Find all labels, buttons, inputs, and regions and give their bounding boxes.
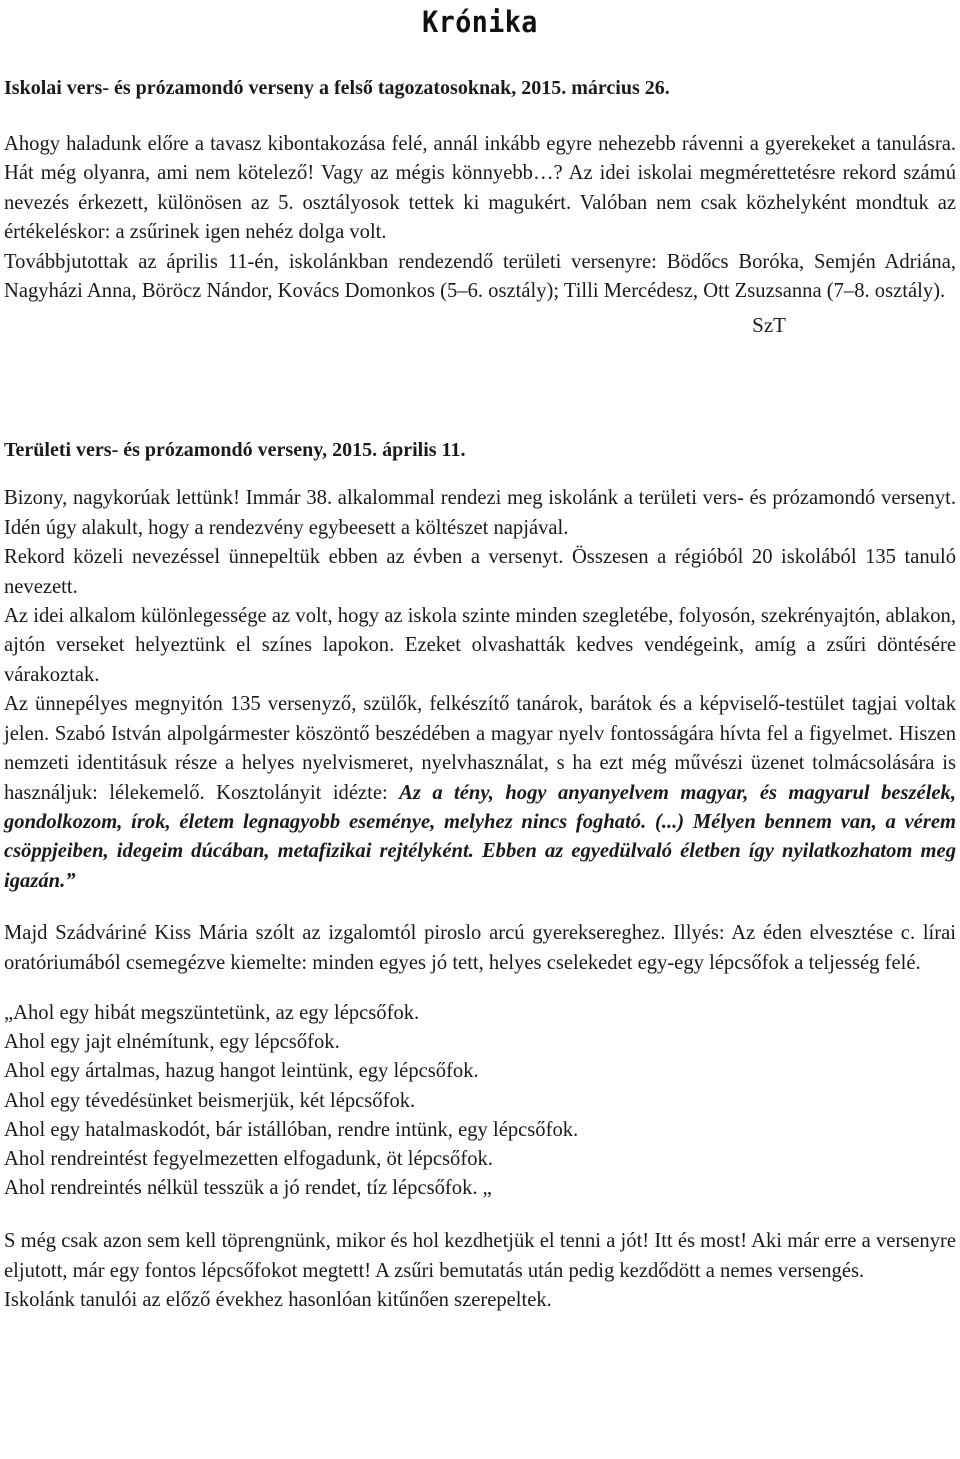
poem-line: Ahol rendreintés nélkül tesszük a jó rendet, tíz lépcsőfok. „ xyxy=(4,1177,492,1200)
section2-heading: Területi vers- és prózamondó verseny, 2015. április 11. xyxy=(4,439,466,462)
poem-line: Ahol egy jajt elnémítunk, egy lépcsőfok. xyxy=(4,1031,340,1054)
section1-paragraph-1-text: Ahogy haladunk előre a tavasz kibontakozása felé, annál inkább egyre nehezebb rávenni a gyerekeket a tanulásra. Hát még olyanra, ami nem kötelező! Vagy az mégis könnyebb…? Az idei iskolai megmérettetésre rekord számú nevezés érkezett, különösen az 5. osztályosok tettek ki magukért. Valóban nem csak közhelyként mondtuk az értékeléskor: a zsűrinek igen nehéz dolga volt. xyxy=(4,133,956,244)
section2-paragraph-6: S még csak azon sem kell töprengnünk, mikor és hol kezdhetjük el tenni a jót! Itt és most! Aki már erre a versenyre eljutott, már egy fontos lépcsőfokot megtett! A zsűri bemutatás után pedig kezdődött a nemes versengés. xyxy=(4,1230,956,1282)
section2-paragraph-2: Rekord közeli nevezéssel ünnepeltük ebben az évben a versenyt. Összesen a régióból 20 iskolából 135 tanuló nevezett. xyxy=(4,546,956,598)
section1-paragraph-2: Továbbjutottak az április 11-én, iskolánkban rendezendő területi versenyre: Bödőcs Boróka, Semjén Adriána, Nagyházi Anna, Böröcz Nándor, Kovács Domonkos (5–6. osztály); Tilli Mercédesz, Ott Zsuzsanna (7–8. osztály). xyxy=(4,250,956,303)
section2-paragraph-4-text: Az ünnepélyes megnyitón 135 versenyző, szülők, felkészítő tanárok, barátok és a képviselő-testület tagjai voltak jelen. Szabó István alpolgármester köszöntő beszédében a magyar nyelv fontosságára hívta fel a figyelmet. Hiszen nemzeti identitásuk része a helyes nyelvismeret, nyelvhasználat, s ha ezt még művészi üzenet tolmácsolására is használjuk: lélekemelő. Kosztolányit idézte: xyxy=(4,693,956,804)
section1-paragraph-1 xyxy=(4,130,956,248)
section2-paragraph-4 xyxy=(4,690,956,896)
page-title: Krónika xyxy=(422,5,538,39)
section1-heading: Iskolai vers- és prózamondó verseny a felső tagozatosoknak, 2015. március 26. xyxy=(4,77,670,99)
document-page xyxy=(4,0,956,1316)
poem-line: Ahol egy tévedésünket beismerjük, két lépcsőfok. xyxy=(4,1089,416,1112)
author-signature: SzT xyxy=(752,313,786,338)
section2-paragraph-7: Iskolánk tanulói az előző évekhez hasonlóan kitűnően szerepeltek. xyxy=(4,1289,552,1312)
section2-paragraph-5: Majd Szádváriné Kiss Mária szólt az izgalomtól piroslo arcú gyereksereghez. Illyés: Az éden elvesztése c. lírai oratóriumából csemegézve kiemelte: minden egyes jó tett, helyes cselekedet egy-egy lépcsőfok a teljesség felé. xyxy=(4,922,956,974)
kosztolanyi-quote: Az a tény, hogy anyanyelvem magyar, és magyarul beszélek, gondolkozom, írok, életem legnagyobb eseménye, melyhez nincs fogható. (...) Mélyen bennem van, a vérem csöppjeiben, idegeim dúcában, metafizikai rejtélyként. Ebben az egyedülvaló életben így nyilatkozhatom meg igazán.” xyxy=(4,781,956,892)
poem-block xyxy=(4,999,956,1203)
poem-line: Ahol egy ártalmas, hazug hangot leintünk, egy lépcsőfok. xyxy=(4,1060,479,1083)
poem-line: Ahol egy hatalmaskodót, bár istállóban, rendre intünk, egy lépcsőfok. xyxy=(4,1118,579,1141)
section2-paragraph-1: Bizony, nagykorúak lettünk! Immár 38. alkalommal rendezi meg iskolánk a területi vers- és prózamondó versenyt. Idén úgy alakult, hogy a rendezvény egybeesett a költészet napjával. xyxy=(4,487,956,539)
poem-line: Ahol rendreintést fegyelmezetten elfogadunk, öt lépcsőfok. xyxy=(4,1147,493,1170)
section2-paragraph-3: Az idei alkalom különlegessége az volt, hogy az iskola szinte minden szegletébe, folyosón, szekrényajtón, ablakon, ajtón verseket helyeztünk el színes lapokon. Ezeket olvashatták kedves vendégeink, amíg a zsűri döntésére várakoztak. xyxy=(4,605,956,686)
poem-line: „Ahol egy hibát megszüntetünk, az egy lépcsőfok. xyxy=(4,1001,420,1024)
